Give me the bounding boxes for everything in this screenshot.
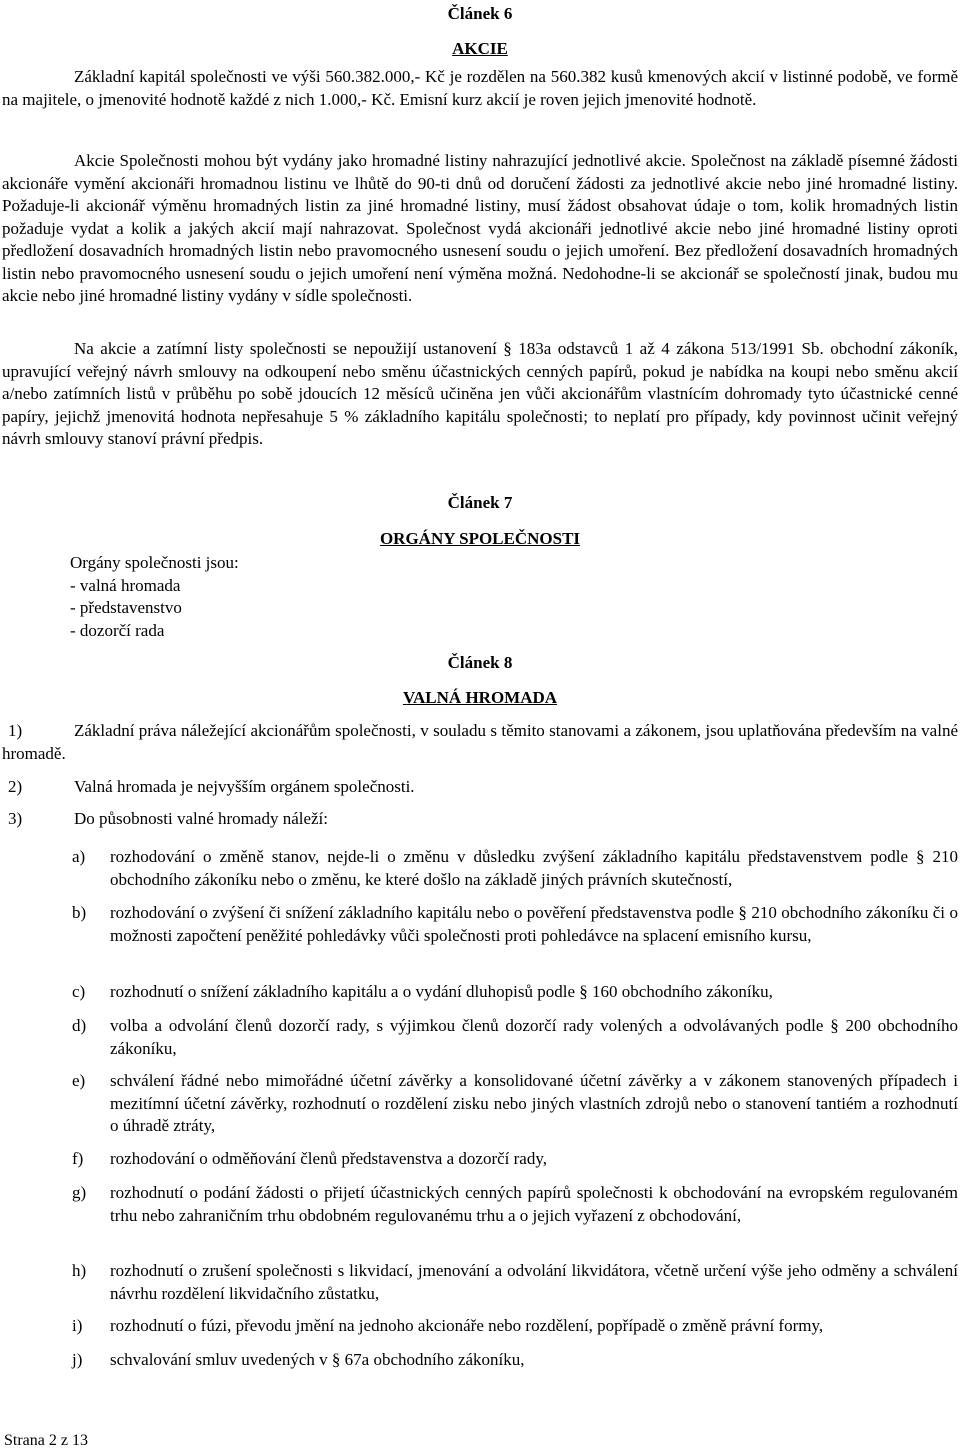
article-6-paragraph-2: Akcie Společnosti mohou být vydány jako hromadné listiny nahrazující jednotlivé akcie. Společnost na základě písemné žádosti akcionáře vymění akcionáři hromadnou listinu ve lhůtě do 90-ti dnů od doručení žádosti za jednotlivé akcie nebo jiné hromadné listiny. Požaduje-li akcionář výměnu hromadných listin za jiné hromadné listiny, musí žádost obsahovat údaje o tom, kolik hromadných listin požaduje vydat a kolik a jakých akcií mají nahrazovat. Společnost vydá akcionáři jednotlivé akcie nebo jiné hromadné listiny oproti předložení dosavadních hromadných listin nebo pravomocného usnesení soudu o jejich umoření. Bez předložení dosavadních hromadných listin nebo pravomocného usnesení soudu o jejich umoření není výměna možná. Nedohodne-li se akcionář se společností jinak, budou mu akcie nebo jiné hromadné listiny vydány v sídle společnosti. xyxy=(2,151,958,305)
sub-item-b xyxy=(72,902,958,947)
sub-item-label: d) xyxy=(72,1016,87,1035)
organ-item: - dozorčí rada xyxy=(70,620,165,640)
sub-item-text: schválení řádné nebo mimořádné účetní závěrky a konsolidované účetní závěrky a v zákonem stanovených případech i mezitímní účetní závěrky, rozhodnutí o rozdělení zisku nebo jiných vlastních zdrojů nebo o stanovení tantiém a rozhodnutí o úhradě ztráty, xyxy=(110,1071,958,1135)
sub-item-text: schvalování smluv uvedených v § 67a obchodního zákoníku, xyxy=(110,1350,525,1369)
sub-item-text: rozhodování o změně stanov, nejde-li o změnu v důsledku zvýšení základního kapitálu představenstvem podle § 210 obchodního zákoníku nebo o změnu, ke které došlo na základě jiných právních skutečností, xyxy=(110,847,958,889)
article-8-title: VALNÁ HROMADA xyxy=(402,688,558,707)
sub-item-label: g) xyxy=(72,1183,87,1202)
organ-item: - představenstvo xyxy=(70,598,182,617)
item-text: Valná hromada je nejvyšším orgánem společnosti. xyxy=(74,777,415,796)
organs-list xyxy=(70,552,330,642)
sub-item-h xyxy=(72,1260,958,1305)
sub-item-e xyxy=(72,1070,958,1138)
article-6-title: AKCIE xyxy=(452,39,508,58)
sub-item-label: e) xyxy=(72,1071,86,1090)
sub-item-label: b) xyxy=(72,903,87,922)
sub-item-text: volba a odvolání členů dozorčí rady, s výjimkou členů dozorčí rady volených a odvolávaných podle § 200 obchodního zákoníku, xyxy=(110,1016,958,1058)
sub-item-text: rozhodnutí o podání žádosti o přijetí účastnických cenných papírů společnosti k obchodování na evropském regulovaném trhu nebo zahraničním trhu obdobném regulovanému trhu a o jejich vyřazení z obchodování, xyxy=(110,1183,958,1225)
item-text: Základní práva náležející akcionářům společnosti, v souladu s těmito stanovami a zákonem, jsou uplatňována především na valné hromadě. xyxy=(2,721,958,763)
sub-item-d xyxy=(72,1015,958,1060)
article-7-heading: Článek 7 xyxy=(447,493,513,512)
item-number: 3) xyxy=(8,809,23,828)
item-text: Do působnosti valné hromady náleží: xyxy=(74,809,329,828)
sub-item-g xyxy=(72,1182,958,1227)
item-number: 2) xyxy=(8,777,23,796)
item-number: 1) xyxy=(8,721,23,740)
sub-item-label: f) xyxy=(72,1149,84,1168)
page-number: Strana 2 z 13 xyxy=(4,1432,88,1449)
sub-item-j xyxy=(72,1349,958,1372)
article-6-heading: Článek 6 xyxy=(447,4,513,23)
sub-item-c xyxy=(72,981,958,1004)
sub-item-text: rozhodnutí o zrušení společnosti s likvidací, jmenování a odvolání likvidátora, včetně určení výše jeho odměny a schválení návrhu rozdělení likvidačního zůstatku, xyxy=(110,1261,958,1303)
sub-item-label: i) xyxy=(72,1316,83,1335)
sub-item-f xyxy=(72,1148,958,1171)
sub-item-text: rozhodování o zvýšení či snížení základního kapitálu nebo o pověření představenstva podle § 210 obchodního zákoníku či o možnosti započtení peněžité pohledávky vůči společnosti proti pohledávce na splacení emisního kursu, xyxy=(110,903,958,945)
numbered-item xyxy=(0,720,958,765)
article-8-heading: Článek 8 xyxy=(447,653,513,672)
sub-item-i xyxy=(72,1315,958,1338)
sub-item-label: j) xyxy=(72,1350,83,1369)
sub-item-label: a) xyxy=(72,847,86,866)
sub-item-text: rozhodnutí o fúzi, převodu jmění na jednoho akcionáře nebo rozdělení, popřípadě o změně právní formy, xyxy=(110,1316,824,1335)
numbered-item xyxy=(0,808,958,831)
sub-item-text: rozhodnutí o snížení základního kapitálu a o vydání dluhopisů podle § 160 obchodního zákoníku, xyxy=(110,982,773,1001)
organs-intro: Orgány společnosti jsou: xyxy=(70,553,239,572)
sub-item-label: h) xyxy=(72,1261,87,1280)
article-7-title: ORGÁNY SPOLEČNOSTI xyxy=(379,529,581,548)
sub-item-label: c) xyxy=(72,982,86,1001)
organ-item: - valná hromada xyxy=(70,575,181,595)
article-6-paragraph-1: Základní kapitál společnosti ve výši 560.382.000,- Kč je rozdělen na 560.382 kusů kmenových akcií v listinné podobě, ve formě na majitele, o jmenovité hodnotě každé z nich 1.000,- Kč. Emisní kurz akcií je roven jejich jmenovité hodnotě. xyxy=(2,67,958,109)
article-6-paragraph-3: Na akcie a zatímní listy společnosti se nepoužijí ustanovení § 183a odstavců 1 až 4 zákona 513/1991 Sb. obchodní zákoník, upravující veřejný návrh smlouvy na odkoupení nebo směnu účastnických cenných papírů, pokud je nabídka na koupi nebo směnu akcií a/nebo zatímních listů v průběhu po sobě jdoucích 12 měsíců učiněna jen vůči akcionářům vlastnícím dohromady tyto účastnické cenné papíry, jejichž jmenovitá hodnota nepřesahuje 5 % základního kapitálu společnosti; to neplatí pro případy, kdy povinnost učinit veřejný návrh smlouvy stanoví právní předpis. xyxy=(2,339,958,448)
sub-item-text: rozhodování o odměňování členů představenstva a dozorčí rady, xyxy=(110,1149,547,1168)
sub-item-a xyxy=(72,846,958,891)
numbered-item xyxy=(0,776,958,799)
